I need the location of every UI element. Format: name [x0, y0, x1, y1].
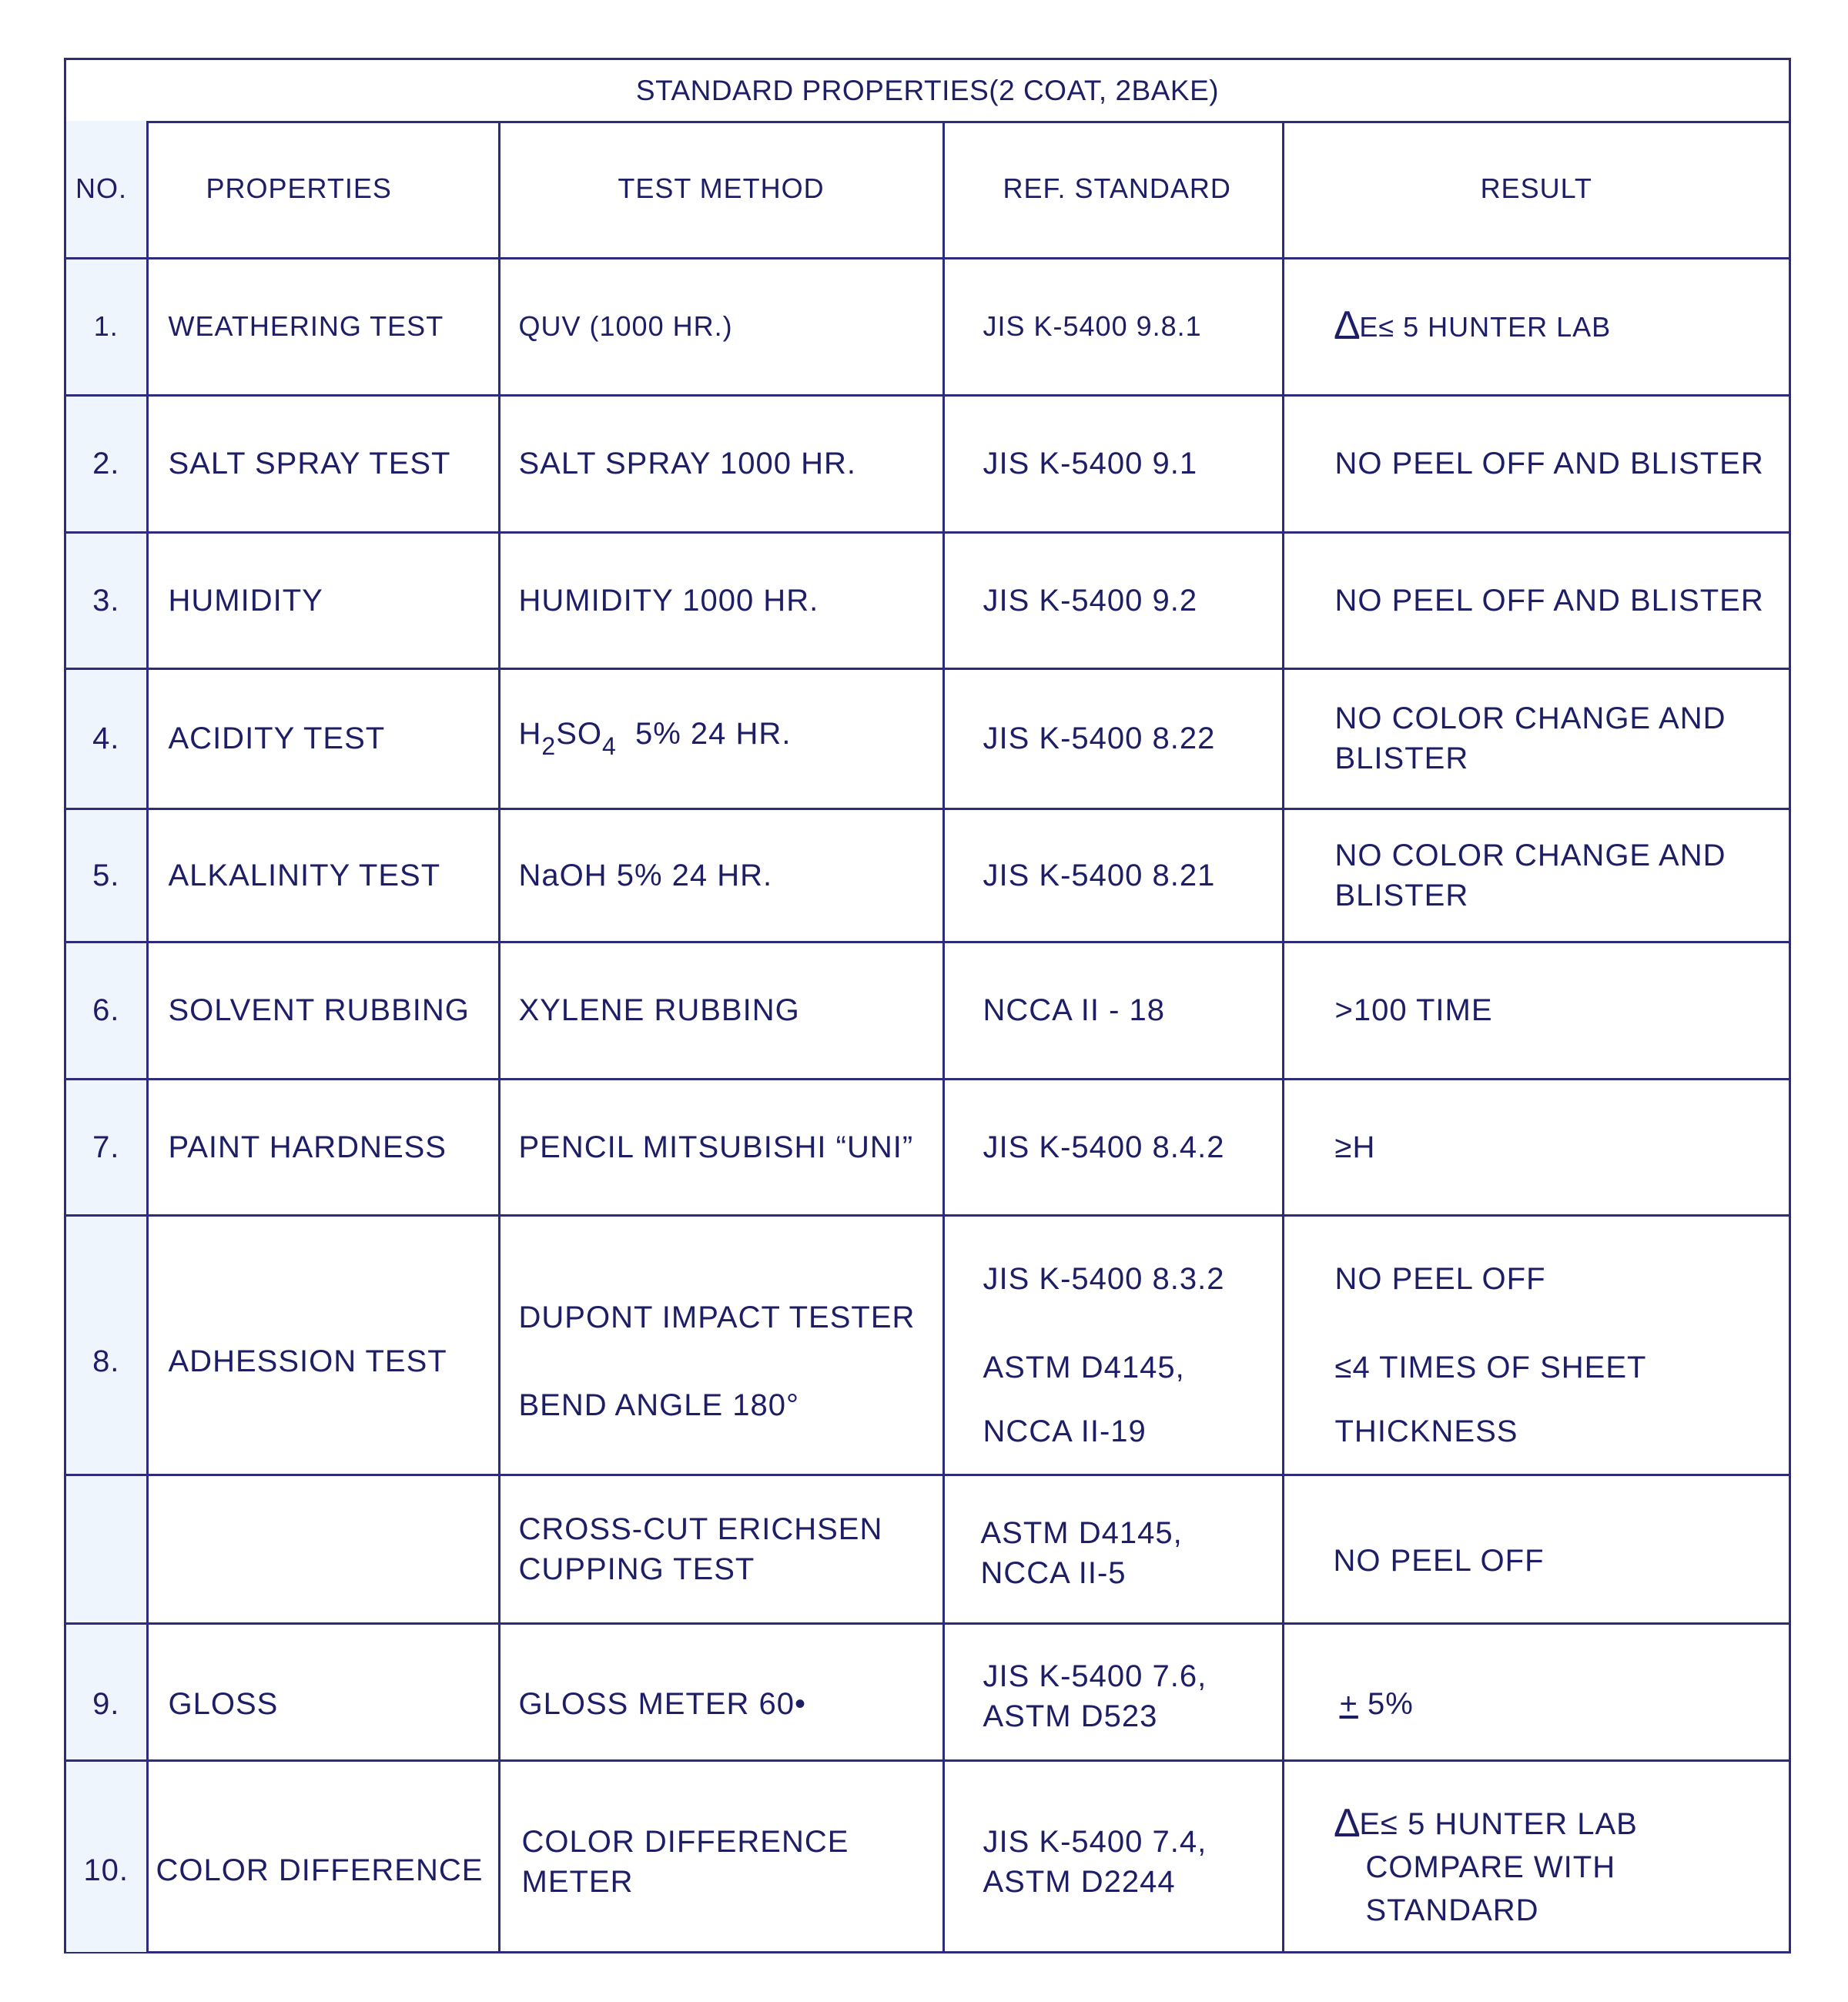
method-rest: 5% 24 HR. [616, 717, 792, 752]
row-result: NO PEEL OFF AND BLISTER [1283, 532, 1789, 668]
row-number [66, 1475, 147, 1623]
row-number: 6. [66, 942, 147, 1079]
ref-line: NCCA II-5 [980, 1555, 1127, 1590]
ref-line: NCCA II-19 [983, 1414, 1147, 1448]
table-title: STANDARD PROPERTIES(2 COAT, 2BAKE) [66, 60, 1789, 123]
formula-subscript-2: 2 [541, 732, 557, 761]
row-result [1283, 258, 1789, 395]
row-ref-standard [943, 1215, 1283, 1475]
result-line: BLISTER [1334, 742, 1469, 775]
row-test-method: SALT SPRAY 1000 HR. [499, 395, 943, 532]
ref-line: ASTM D2244 [983, 1865, 1176, 1900]
result-line: STANDARD [1365, 1893, 1539, 1927]
row-test-method [499, 668, 943, 808]
row-result [1283, 1623, 1789, 1760]
row-number: 1. [66, 258, 147, 395]
method-line: COLOR DIFFERENCE [521, 1825, 849, 1860]
row-property: SALT SPRAY TEST [147, 395, 499, 532]
row-test-method [499, 1475, 943, 1623]
header-ref-standard: REF. STANDARD [943, 121, 1283, 258]
table-row [66, 1760, 1789, 1952]
row-property: WEATHERING TEST [147, 258, 499, 395]
result-text: E≤ 5 HUNTER LAB [1359, 311, 1612, 343]
row-property: GLOSS [147, 1623, 499, 1760]
result-line: ≤4 TIMES OF SHEET [1334, 1350, 1647, 1384]
row-number: 4. [66, 668, 147, 808]
row-test-method: QUV (1000 HR.) [499, 258, 943, 395]
result-line: E≤ 5 HUNTER LAB [1359, 1806, 1638, 1841]
plus-minus-symbol: + [1339, 1687, 1358, 1721]
row-property [147, 1475, 499, 1623]
result-line: COMPARE WITH [1365, 1850, 1616, 1884]
row-property: PAINT HARDNESS [147, 1079, 499, 1215]
delta-symbol: ∆ [1334, 1800, 1360, 1846]
table-row [66, 1079, 1789, 1215]
row-number: 3. [66, 532, 147, 668]
row-result: >100 TIME [1283, 942, 1789, 1079]
row-number: 8. [66, 1215, 147, 1475]
table-row [66, 258, 1789, 395]
row-result: NO PEEL OFF AND BLISTER [1283, 395, 1789, 532]
delta-symbol: ∆ [1334, 303, 1360, 349]
row-result [1283, 808, 1789, 942]
row-number: 9. [66, 1623, 147, 1760]
row-property: COLOR DIFFERENCE [147, 1760, 499, 1952]
header-row [66, 121, 1789, 258]
result-line: NO COLOR CHANGE AND [1334, 838, 1726, 872]
ref-line: ASTM D523 [983, 1699, 1158, 1733]
table-row [66, 395, 1789, 532]
row-property: ADHESSION TEST [147, 1215, 499, 1475]
table-row [66, 1215, 1789, 1475]
row-ref-standard: JIS K-5400 8.4.2 [943, 1079, 1283, 1215]
header-no: NO. [66, 121, 147, 258]
row-result [1283, 1215, 1789, 1475]
result-line: THICKNESS [1334, 1414, 1518, 1448]
ref-line: ASTM D4145, [980, 1515, 1183, 1550]
row-property: HUMIDITY [147, 532, 499, 668]
ref-line: JIS K-5400 8.3.2 [983, 1261, 1225, 1296]
table-row [66, 942, 1789, 1079]
row-number: 2. [66, 395, 147, 532]
row-number: 10. [66, 1760, 147, 1952]
header-result: RESULT [1283, 121, 1789, 258]
method-line: CUPPING TEST [518, 1552, 755, 1586]
method-line: METER [521, 1865, 634, 1900]
row-number: 7. [66, 1079, 147, 1215]
table-row [66, 668, 1789, 808]
row-result [1283, 668, 1789, 808]
method-line: DUPONT IMPACT TESTER [518, 1300, 916, 1334]
formula-subscript-4: 4 [601, 732, 617, 761]
row-property: SOLVENT RUBBING [147, 942, 499, 1079]
formula-h: H [518, 717, 542, 752]
row-test-method: NaOH 5% 24 HR. [499, 808, 943, 942]
table-row [66, 532, 1789, 668]
row-test-method: GLOSS METER 60• [499, 1623, 943, 1760]
header-test-method: TEST METHOD [499, 121, 943, 258]
row-ref-standard [943, 1623, 1283, 1760]
properties-sheet [64, 58, 1791, 1953]
table-row [66, 1475, 1789, 1623]
result-line: BLISTER [1334, 878, 1469, 912]
header-properties: PROPERTIES [147, 121, 499, 258]
row-test-method: PENCIL MITSUBISHI “UNI” [499, 1079, 943, 1215]
result-line: NO PEEL OFF [1334, 1261, 1546, 1296]
properties-table [66, 121, 1789, 1952]
row-ref-standard: JIS K-5400 8.21 [943, 808, 1283, 942]
table-row [66, 808, 1789, 942]
row-result [1283, 1760, 1789, 1952]
row-property: ACIDITY TEST [147, 668, 499, 808]
row-number: 5. [66, 808, 147, 942]
result-line: NO COLOR CHANGE AND [1334, 701, 1726, 735]
row-property: ALKALINITY TEST [147, 808, 499, 942]
method-line: CROSS-CUT ERICHSEN [518, 1512, 883, 1546]
row-ref-standard [943, 1475, 1283, 1623]
row-ref-standard [943, 1760, 1283, 1952]
method-line: BEND ANGLE 180° [518, 1388, 799, 1422]
row-test-method [499, 1760, 943, 1952]
row-ref-standard: JIS K-5400 9.1 [943, 395, 1283, 532]
row-ref-standard: NCCA II - 18 [943, 942, 1283, 1079]
formula-so: SO [556, 717, 602, 752]
row-ref-standard: JIS K-5400 9.2 [943, 532, 1283, 668]
row-ref-standard: JIS K-5400 8.22 [943, 668, 1283, 808]
ref-line: JIS K-5400 7.6, [983, 1659, 1207, 1693]
row-result: ≥H [1283, 1079, 1789, 1215]
row-test-method [499, 1215, 943, 1475]
row-test-method: XYLENE RUBBING [499, 942, 943, 1079]
result-text: 5% [1358, 1687, 1414, 1721]
row-ref-standard: JIS K-5400 9.8.1 [943, 258, 1283, 395]
ref-line: ASTM D4145, [983, 1350, 1185, 1384]
table-row [66, 1623, 1789, 1760]
row-result: NO PEEL OFF [1283, 1475, 1789, 1623]
ref-line: JIS K-5400 7.4, [983, 1825, 1207, 1860]
row-test-method: HUMIDITY 1000 HR. [499, 532, 943, 668]
